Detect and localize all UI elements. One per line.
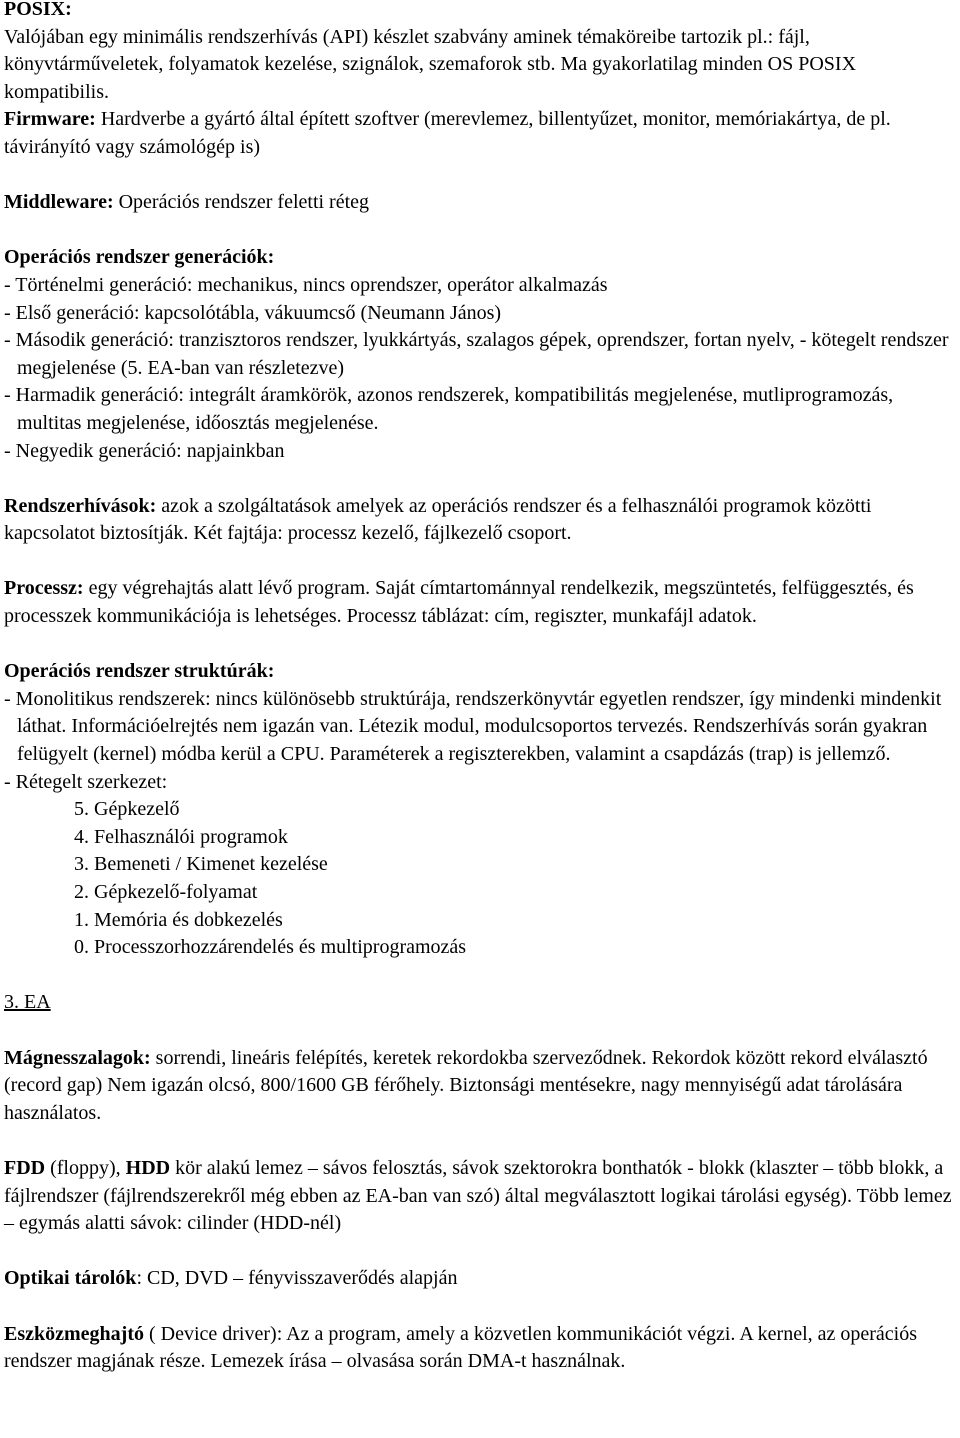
optical-term: Optikai tárolók [4, 1267, 137, 1290]
generations-heading: Operációs rendszer generációk: [4, 246, 275, 269]
generation-item: - Negyedik generáció: napjainkban [4, 439, 285, 462]
process-text: egy végrehajtás alatt lévő program. Saját címtartománnyal rendelkezik, megszüntetés, felfüggesztés, és processzek kommunikációja is lehetséges. Processz táblázat: cím, regiszter, munkafájl adatok. [4, 577, 914, 628]
document-page [4, 0, 956, 1376]
layer-item: 3. Bemeneti / Kimenet kezelése [74, 853, 328, 876]
monolithic-item: - Monolitikus rendszerek: nincs különösebb struktúrája, rendszerkönyvtár egyetlen rendszer, így mindenki mindenkit láthat. Információelrejtés nem igazán van. Létezik modul, modulcsoportos tervezés. Rendszerhívás során gyakran felügyelt (kernel) módba kerül a CPU. Paraméterek a regiszterekben, valamint a csapdázás (trap) is jellemző. [4, 687, 942, 766]
hdd-term: HDD [125, 1156, 171, 1179]
firmware-paragraph [4, 106, 956, 161]
structures-section [4, 658, 956, 962]
tapes-paragraph [4, 1045, 956, 1128]
layer-item: 2. Gépkezelő-folyamat [74, 881, 258, 903]
firmware-text: Hardverbe a gyártó által épített szoftver (merevlemez, billentyűzet, monitor, memóriakártya, de pl. távirányító vagy számológép is) [4, 108, 891, 158]
disks-paragraph [4, 1155, 956, 1238]
driver-paragraph [4, 1321, 956, 1376]
layer-item: 1. Memória és dobkezelés [74, 908, 283, 931]
optical-text: : CD, DVD – fényvisszaverődés alapján [136, 1267, 458, 1290]
layer-item: 4. Felhasználói programok [74, 825, 288, 848]
tapes-text: sorrendi, lineáris felépítés, keretek rekordokba szerveződnek. Rekordok között rekord elválasztó (record gap) Nem igazán olcsó, 800/1600 GB férőhely. Biztonsági mentésekre, nagy mennyiségű adat tárolására használatos. [4, 1046, 928, 1124]
fdd-term: FDD [4, 1156, 46, 1179]
tapes-term: Mágnesszalagok: [4, 1046, 151, 1069]
generation-item: - Második generáció: tranzisztoros rendszer, lyukkártyás, szalagos gépek, oprendszer, fortan nyelv, - kötegelt rendszer megjelenése (5. EA-ban van részletezve) [4, 329, 949, 379]
generation-item: - Első generáció: kapcsolótábla, vákuumcső (Neumann János) [4, 301, 502, 324]
generations-section [4, 244, 956, 465]
generation-item: - Harmadik generáció: integrált áramkörök, azonos rendszerek, kompatibilitás megjelenése, mutliprogramozás, multitas megjelenése, időosztás megjelenése. [4, 384, 894, 434]
syscalls-text: azok a szolgáltatások amelyek az operációs rendszer és a felhasználói programok közötti kapcsolatot biztosítják. Két fajtája: processz kezelő, fájlkezelő csoport. [4, 494, 872, 545]
generation-item: - Történelmi generáció: mechanikus, nincs oprendszer, operátor alkalmazás [4, 273, 608, 296]
section-label: 3. EA [4, 991, 51, 1014]
posix-heading: POSIX: [4, 0, 72, 20]
section-label-paragraph [4, 989, 956, 1017]
syscalls-paragraph [4, 493, 956, 548]
posix-text: Valójában egy minimális rendszerhívás (API) készlet szabvány aminek témaköreibe tartozik pl.: fájl, könyvtárműveletek, folyamatok kezelése, szignálok, szemaforok stb. Ma gyakorlatilag minden OS POSIX kompatibilis. [4, 25, 857, 103]
firmware-term: Firmware: [4, 108, 96, 131]
driver-term: Eszközmeghajtó [4, 1322, 144, 1345]
driver-text: ( Device driver): Az a program, amely a közvetlen kommunikációt végzi. A kernel, az operációs rendszer magjának része. Lemezek írása – olvasása során DMA-t használnak. [4, 1322, 918, 1373]
middleware-term: Middleware: [4, 191, 114, 214]
posix-paragraph [4, 0, 956, 106]
optical-paragraph [4, 1265, 956, 1293]
process-paragraph [4, 575, 956, 630]
middleware-paragraph [4, 189, 956, 217]
layer-item: 5. Gépkezelő [74, 798, 180, 821]
syscalls-term: Rendszerhívások: [4, 494, 157, 517]
disks-mid-text: (floppy), [45, 1156, 126, 1179]
layer-item: 0. Processzorhozzárendelés és multiprogramozás [74, 936, 467, 959]
disks-text: kör alakú lemez – sávos felosztás, sávok szektorokra bonthatók - blokk (klaszter – több blokk, a fájlrendszer (fájlrendszerekről még ebben az EA-ban van szó) által megválasztott logikai tárolási egység). Több lemez – egymás alatti sávok: cilinder (HDD-nél) [4, 1156, 952, 1235]
process-term: Processz: [4, 577, 84, 600]
middleware-text: Operációs rendszer feletti réteg [113, 191, 370, 214]
structures-heading: Operációs rendszer struktúrák: [4, 660, 275, 683]
layered-item: - Rétegelt szerkezet: [4, 770, 168, 793]
